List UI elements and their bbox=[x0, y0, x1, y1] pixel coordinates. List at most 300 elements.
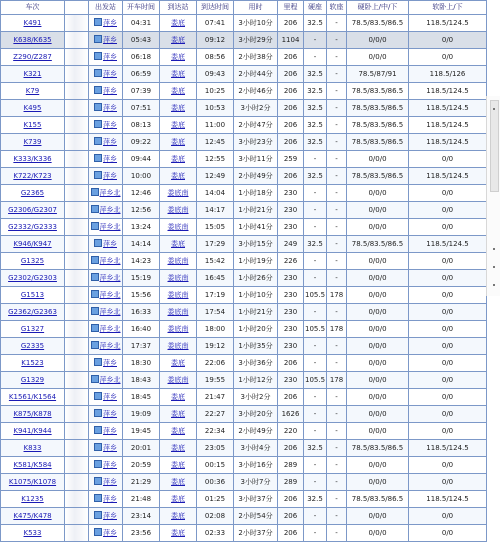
departure-station-cell[interactable] bbox=[89, 423, 123, 440]
departure-station-link[interactable]: 萍乡 bbox=[103, 427, 117, 435]
arrival-station-cell[interactable] bbox=[160, 321, 197, 338]
departure-station-link[interactable]: 萍乡北 bbox=[99, 223, 121, 231]
hard-sleeper-price: 0/0/0 bbox=[368, 189, 387, 197]
departure-time-cell bbox=[123, 406, 160, 423]
train-number-link[interactable]: K739 bbox=[23, 138, 42, 146]
departure-station-link[interactable]: 萍乡 bbox=[103, 461, 117, 469]
arrival-time-cell bbox=[197, 185, 234, 202]
arrival-station-link[interactable]: 娄底南 bbox=[167, 308, 189, 316]
hard-sleeper-price: 0/0/0 bbox=[368, 342, 387, 350]
arrival-station-link[interactable]: 娄底南 bbox=[167, 376, 189, 384]
arrival-station-cell[interactable] bbox=[160, 304, 197, 321]
train-number-cell[interactable] bbox=[1, 219, 65, 236]
train-number-link[interactable]: K495 bbox=[23, 104, 42, 112]
departure-time-cell bbox=[123, 440, 160, 457]
arrival-station-link[interactable]: 娄底南 bbox=[167, 189, 189, 197]
train-number-link[interactable]: K533 bbox=[23, 529, 42, 537]
train-number-cell[interactable] bbox=[1, 321, 65, 338]
arrival-station-cell[interactable] bbox=[160, 168, 197, 185]
duration: 1小时21分 bbox=[238, 308, 273, 316]
arrival-station-cell[interactable] bbox=[160, 491, 197, 508]
arrival-station-link[interactable]: 娄底 bbox=[171, 121, 185, 129]
departure-station-cell[interactable] bbox=[89, 15, 123, 32]
arrival-time-cell bbox=[197, 525, 234, 542]
arrival-station-link[interactable]: 娄底南 bbox=[167, 274, 189, 282]
departure-station-cell[interactable] bbox=[89, 321, 123, 338]
arrival-station-link[interactable]: 娄底 bbox=[171, 444, 185, 452]
train-number-cell[interactable] bbox=[1, 100, 65, 117]
soft-sleeper-price: 0/0 bbox=[441, 155, 454, 163]
table-row bbox=[1, 525, 487, 542]
col-header-soft-seat: 软座 bbox=[327, 1, 347, 15]
train-number-cell[interactable] bbox=[1, 474, 65, 491]
train-number-link[interactable]: K491 bbox=[23, 19, 42, 27]
hard-seat-cell bbox=[304, 185, 327, 202]
train-number-cell[interactable] bbox=[1, 202, 65, 219]
arrival-time: 02:33 bbox=[204, 529, 226, 537]
train-number-link[interactable]: G1325 bbox=[20, 257, 45, 265]
departure-time: 18:43 bbox=[130, 376, 152, 384]
hard-seat-cell bbox=[304, 83, 327, 100]
table-row bbox=[1, 338, 487, 355]
hard-seat-price: 32.5 bbox=[307, 70, 323, 78]
departure-station-cell[interactable] bbox=[89, 83, 123, 100]
arrival-station-cell[interactable] bbox=[160, 32, 197, 49]
col-header-train: 车次 bbox=[1, 1, 65, 15]
distance: 206 bbox=[283, 512, 298, 520]
departure-station-cell[interactable] bbox=[89, 219, 123, 236]
departure-station-link[interactable]: 萍乡北 bbox=[99, 291, 121, 299]
train-number-cell[interactable] bbox=[1, 83, 65, 100]
arrival-station-cell[interactable] bbox=[160, 185, 197, 202]
departure-station-cell[interactable] bbox=[89, 338, 123, 355]
hard-seat-price: - bbox=[313, 308, 317, 316]
departure-station-link[interactable]: 萍乡 bbox=[103, 393, 117, 401]
departure-station-cell[interactable] bbox=[89, 66, 123, 83]
arrival-station-link[interactable]: 娄底 bbox=[171, 36, 185, 44]
soft-seat-cell bbox=[327, 117, 347, 134]
train-number-cell[interactable] bbox=[1, 389, 65, 406]
departure-station-link[interactable]: 萍乡 bbox=[103, 19, 117, 27]
departure-station-cell[interactable] bbox=[89, 457, 123, 474]
departure-station-link[interactable]: 萍乡北 bbox=[99, 206, 121, 214]
arrival-station-cell[interactable] bbox=[160, 100, 197, 117]
arrival-station-link[interactable]: 娄底 bbox=[171, 53, 185, 61]
train-number-cell[interactable] bbox=[1, 236, 65, 253]
arrival-station-cell[interactable] bbox=[160, 423, 197, 440]
departure-station-link[interactable]: 萍乡 bbox=[103, 121, 117, 129]
duration: 1小时26分 bbox=[238, 274, 273, 282]
train-number-link[interactable]: K941/K944 bbox=[13, 427, 52, 435]
departure-station-link[interactable]: 萍乡北 bbox=[99, 325, 121, 333]
departure-station-cell[interactable] bbox=[89, 389, 123, 406]
departure-station-cell[interactable] bbox=[89, 185, 123, 202]
train-number-cell[interactable] bbox=[1, 372, 65, 389]
hard-sleeper-cell bbox=[347, 83, 409, 100]
soft-seat-cell bbox=[327, 389, 347, 406]
arrival-time: 15:05 bbox=[204, 223, 226, 231]
table-row bbox=[1, 15, 487, 32]
col-header-duration: 用时 bbox=[234, 1, 278, 15]
departure-station-cell[interactable] bbox=[89, 100, 123, 117]
departure-station-cell[interactable] bbox=[89, 304, 123, 321]
arrival-station-cell[interactable] bbox=[160, 440, 197, 457]
duration: 2小时49分 bbox=[238, 172, 273, 180]
distance-cell bbox=[278, 423, 304, 440]
duration: 3小时11分 bbox=[238, 155, 273, 163]
departure-station-cell[interactable] bbox=[89, 32, 123, 49]
train-number-cell[interactable] bbox=[1, 304, 65, 321]
arrival-time: 12:55 bbox=[204, 155, 226, 163]
train-number-cell[interactable] bbox=[1, 168, 65, 185]
train-number-link[interactable]: K1561/K1564 bbox=[8, 393, 57, 401]
departure-station-link[interactable]: 萍乡 bbox=[103, 444, 117, 452]
departure-time: 10:00 bbox=[130, 172, 152, 180]
train-number-cell[interactable] bbox=[1, 406, 65, 423]
train-number-cell[interactable] bbox=[1, 66, 65, 83]
hard-sleeper-cell bbox=[347, 100, 409, 117]
train-number-link[interactable]: G1513 bbox=[20, 291, 45, 299]
train-number-cell[interactable] bbox=[1, 457, 65, 474]
hard-sleeper-price: 0/0/0 bbox=[368, 325, 387, 333]
departure-station-link[interactable]: 萍乡北 bbox=[99, 308, 121, 316]
hard-seat-cell bbox=[304, 66, 327, 83]
train-number-cell[interactable] bbox=[1, 185, 65, 202]
hard-seat-price: - bbox=[313, 529, 317, 537]
hard-seat-cell bbox=[304, 219, 327, 236]
train-number-link[interactable]: G1327 bbox=[20, 325, 45, 333]
train-number-cell[interactable] bbox=[1, 440, 65, 457]
station-icon bbox=[94, 18, 102, 26]
arrival-station-link[interactable]: 娄底 bbox=[171, 478, 185, 486]
departure-station-link[interactable]: 萍乡 bbox=[103, 70, 117, 78]
scrollbar-thumb[interactable] bbox=[490, 100, 499, 192]
duration: 1小时20分 bbox=[238, 325, 273, 333]
departure-station-cell[interactable] bbox=[89, 355, 123, 372]
duration: 1小时19分 bbox=[238, 257, 273, 265]
hard-sleeper-cell bbox=[347, 389, 409, 406]
train-number-link[interactable]: G1329 bbox=[20, 376, 45, 384]
departure-station-link[interactable]: 萍乡 bbox=[103, 155, 117, 163]
arrival-station-link[interactable]: 娄底 bbox=[171, 87, 185, 95]
arrival-station-link[interactable]: 娄底 bbox=[171, 104, 185, 112]
blurred-cell bbox=[65, 185, 89, 202]
arrival-station-cell[interactable] bbox=[160, 508, 197, 525]
departure-station-link[interactable]: 萍乡北 bbox=[99, 257, 121, 265]
station-icon bbox=[94, 358, 102, 366]
train-number-cell[interactable] bbox=[1, 117, 65, 134]
arrival-station-cell[interactable] bbox=[160, 270, 197, 287]
departure-station-cell[interactable] bbox=[89, 474, 123, 491]
departure-station-link[interactable]: 萍乡 bbox=[103, 359, 117, 367]
departure-station-link[interactable]: 萍乡 bbox=[103, 104, 117, 112]
station-icon bbox=[94, 392, 102, 400]
departure-station-cell[interactable] bbox=[89, 508, 123, 525]
arrival-station-link[interactable]: 娄底南 bbox=[167, 206, 189, 214]
blurred-cell bbox=[65, 66, 89, 83]
arrival-station-link[interactable]: 娄底 bbox=[171, 359, 185, 367]
soft-sleeper-cell bbox=[409, 134, 487, 151]
departure-station-cell[interactable] bbox=[89, 236, 123, 253]
hard-seat-cell bbox=[304, 270, 327, 287]
station-icon bbox=[91, 273, 99, 281]
arrival-station-cell[interactable] bbox=[160, 338, 197, 355]
arrival-station-link[interactable]: 娄底 bbox=[171, 427, 185, 435]
departure-time-cell bbox=[123, 474, 160, 491]
train-number-link[interactable]: G2332/G2333 bbox=[8, 223, 57, 231]
train-number-cell[interactable] bbox=[1, 338, 65, 355]
train-number-link[interactable]: K638/K635 bbox=[13, 36, 52, 44]
train-number-cell[interactable] bbox=[1, 49, 65, 66]
duration-cell bbox=[234, 457, 278, 474]
departure-station-cell[interactable] bbox=[89, 134, 123, 151]
departure-station-cell[interactable] bbox=[89, 117, 123, 134]
departure-station-cell[interactable] bbox=[89, 253, 123, 270]
arrival-station-cell[interactable] bbox=[160, 83, 197, 100]
station-icon bbox=[91, 256, 99, 264]
arrival-station-link[interactable]: 娄底 bbox=[171, 410, 185, 418]
arrival-station-cell[interactable] bbox=[160, 457, 197, 474]
departure-time-cell bbox=[123, 168, 160, 185]
departure-station-link[interactable]: 萍乡 bbox=[103, 478, 117, 486]
arrival-station-cell[interactable] bbox=[160, 151, 197, 168]
soft-seat-price: - bbox=[335, 53, 338, 61]
arrival-station-link[interactable]: 娄底 bbox=[171, 155, 185, 163]
arrival-station-link[interactable]: 娄底南 bbox=[167, 325, 189, 333]
departure-time: 17:37 bbox=[130, 342, 152, 350]
hard-sleeper-cell bbox=[347, 270, 409, 287]
train-number-link[interactable]: G2362/G2363 bbox=[8, 308, 57, 316]
blurred-cell bbox=[65, 423, 89, 440]
distance: 206 bbox=[283, 495, 298, 503]
train-number-link[interactable]: K875/K878 bbox=[13, 410, 52, 418]
soft-sleeper-cell bbox=[409, 236, 487, 253]
train-number-link[interactable]: K155 bbox=[23, 121, 42, 129]
arrival-station-cell[interactable] bbox=[160, 66, 197, 83]
departure-station-link[interactable]: 萍乡 bbox=[103, 410, 117, 418]
train-number-cell[interactable] bbox=[1, 270, 65, 287]
distance: 249 bbox=[283, 240, 298, 248]
arrival-station-link[interactable]: 娄底 bbox=[171, 240, 185, 248]
soft-seat-cell bbox=[327, 287, 347, 304]
arrival-station-cell[interactable] bbox=[160, 219, 197, 236]
scrollbar[interactable] bbox=[486, 96, 500, 296]
arrival-station-link[interactable]: 娄底南 bbox=[167, 223, 189, 231]
train-number-link[interactable]: G2302/G2303 bbox=[8, 274, 57, 282]
train-number-link[interactable]: K1075/K1078 bbox=[8, 478, 57, 486]
duration: 1小时35分 bbox=[238, 342, 273, 350]
departure-station-link[interactable]: 萍乡 bbox=[103, 172, 117, 180]
hard-seat-cell bbox=[304, 457, 327, 474]
arrival-time-cell bbox=[197, 134, 234, 151]
train-number-link[interactable]: K1523 bbox=[21, 359, 44, 367]
arrival-time: 00:15 bbox=[204, 461, 226, 469]
train-number-cell[interactable] bbox=[1, 151, 65, 168]
departure-station-link[interactable]: 萍乡 bbox=[103, 138, 117, 146]
soft-seat-price: 178 bbox=[329, 376, 344, 384]
duration: 2小时49分 bbox=[238, 427, 273, 435]
hard-sleeper-price: 0/0/0 bbox=[368, 376, 387, 384]
departure-station-cell[interactable] bbox=[89, 270, 123, 287]
hard-sleeper-price: 0/0/0 bbox=[368, 36, 387, 44]
blurred-cell bbox=[65, 32, 89, 49]
duration-cell bbox=[234, 236, 278, 253]
arrival-station-cell[interactable] bbox=[160, 134, 197, 151]
train-number-link[interactable]: K722/K723 bbox=[13, 172, 52, 180]
arrival-station-link[interactable]: 娄底 bbox=[171, 172, 185, 180]
train-number-cell[interactable] bbox=[1, 491, 65, 508]
arrival-station-link[interactable]: 娄底 bbox=[171, 138, 185, 146]
distance-cell bbox=[278, 270, 304, 287]
arrival-station-cell[interactable] bbox=[160, 49, 197, 66]
hard-seat-cell bbox=[304, 32, 327, 49]
departure-station-cell[interactable] bbox=[89, 440, 123, 457]
train-number-cell[interactable] bbox=[1, 253, 65, 270]
hard-seat-cell bbox=[304, 202, 327, 219]
scroll-marker bbox=[493, 248, 495, 250]
hard-sleeper-cell bbox=[347, 423, 409, 440]
table-row bbox=[1, 321, 487, 338]
arrival-station-cell[interactable] bbox=[160, 355, 197, 372]
train-number-link[interactable]: K79 bbox=[25, 87, 40, 95]
train-number-cell[interactable] bbox=[1, 32, 65, 49]
train-number-cell[interactable] bbox=[1, 15, 65, 32]
soft-seat-cell bbox=[327, 168, 347, 185]
hard-seat-cell bbox=[304, 134, 327, 151]
hard-seat-cell bbox=[304, 168, 327, 185]
train-number-link[interactable]: K333/K336 bbox=[13, 155, 52, 163]
arrival-station-cell[interactable] bbox=[160, 525, 197, 542]
hard-sleeper-price: 0/0/0 bbox=[368, 291, 387, 299]
duration: 1小时18分 bbox=[238, 189, 273, 197]
train-number-cell[interactable] bbox=[1, 287, 65, 304]
soft-sleeper-cell bbox=[409, 491, 487, 508]
train-number-link[interactable]: K581/K584 bbox=[13, 461, 52, 469]
arrival-station-cell[interactable] bbox=[160, 15, 197, 32]
departure-station-link[interactable]: 萍乡 bbox=[103, 36, 117, 44]
departure-station-link[interactable]: 萍乡 bbox=[103, 53, 117, 61]
arrival-station-cell[interactable] bbox=[160, 406, 197, 423]
arrival-station-cell[interactable] bbox=[160, 287, 197, 304]
arrival-station-link[interactable]: 娄底 bbox=[171, 512, 185, 520]
arrival-station-cell[interactable] bbox=[160, 117, 197, 134]
train-number-link[interactable]: K1235 bbox=[21, 495, 44, 503]
train-number-link[interactable]: G2335 bbox=[20, 342, 45, 350]
hard-sleeper-cell bbox=[347, 304, 409, 321]
arrival-station-link[interactable]: 娄底 bbox=[171, 461, 185, 469]
arrival-station-cell[interactable] bbox=[160, 236, 197, 253]
soft-seat-cell bbox=[327, 406, 347, 423]
departure-station-link[interactable]: 萍乡 bbox=[103, 87, 117, 95]
departure-station-link[interactable]: 萍乡北 bbox=[99, 376, 121, 384]
soft-seat-price: - bbox=[335, 461, 338, 469]
arrival-station-link[interactable]: 娄底 bbox=[171, 393, 185, 401]
soft-sleeper-price: 118.5/124.5 bbox=[426, 87, 469, 95]
blurred-cell bbox=[65, 117, 89, 134]
departure-station-link[interactable]: 萍乡北 bbox=[99, 189, 121, 197]
arrival-station-link[interactable]: 娄底 bbox=[171, 529, 185, 537]
arrival-station-link[interactable]: 娄底南 bbox=[167, 342, 189, 350]
hard-sleeper-cell bbox=[347, 168, 409, 185]
soft-sleeper-price: 118.5/124.5 bbox=[426, 172, 469, 180]
departure-time-cell bbox=[123, 491, 160, 508]
train-number-link[interactable]: G2306/G2307 bbox=[8, 206, 57, 214]
arrival-station-link[interactable]: 娄底南 bbox=[167, 257, 189, 265]
station-icon bbox=[94, 528, 102, 536]
train-number-cell[interactable] bbox=[1, 508, 65, 525]
departure-time-cell bbox=[123, 508, 160, 525]
departure-station-cell[interactable] bbox=[89, 525, 123, 542]
arrival-station-link[interactable]: 娄底 bbox=[171, 19, 185, 27]
arrival-time: 02:08 bbox=[204, 512, 226, 520]
departure-station-cell[interactable] bbox=[89, 49, 123, 66]
arrival-station-cell[interactable] bbox=[160, 372, 197, 389]
departure-station-cell[interactable] bbox=[89, 372, 123, 389]
departure-station-cell[interactable] bbox=[89, 202, 123, 219]
arrival-station-link[interactable]: 娄底 bbox=[171, 495, 185, 503]
arrival-station-cell[interactable] bbox=[160, 389, 197, 406]
soft-sleeper-price: 0/0 bbox=[441, 410, 454, 418]
departure-station-link[interactable]: 萍乡 bbox=[103, 495, 117, 503]
distance: 206 bbox=[283, 529, 298, 537]
departure-station-cell[interactable] bbox=[89, 151, 123, 168]
hard-sleeper-price: 0/0/0 bbox=[368, 274, 387, 282]
train-number-cell[interactable] bbox=[1, 423, 65, 440]
departure-station-link[interactable]: 萍乡北 bbox=[99, 342, 121, 350]
train-number-link[interactable]: K321 bbox=[23, 70, 42, 78]
departure-station-cell[interactable] bbox=[89, 491, 123, 508]
train-number-link[interactable]: K946/K947 bbox=[13, 240, 52, 248]
train-number-link[interactable]: Z290/Z287 bbox=[13, 53, 52, 61]
departure-station-cell[interactable] bbox=[89, 168, 123, 185]
train-number-cell[interactable] bbox=[1, 134, 65, 151]
arrival-station-link[interactable]: 娄底南 bbox=[167, 291, 189, 299]
table-row bbox=[1, 219, 487, 236]
col-header-hard-seat: 硬座 bbox=[304, 1, 327, 15]
soft-sleeper-price: 118.5/124.5 bbox=[426, 104, 469, 112]
train-number-cell[interactable] bbox=[1, 355, 65, 372]
departure-station-link[interactable]: 萍乡 bbox=[103, 512, 117, 520]
train-number-cell[interactable] bbox=[1, 525, 65, 542]
hard-seat-price: - bbox=[313, 53, 317, 61]
departure-time-cell bbox=[123, 355, 160, 372]
arrival-station-cell[interactable] bbox=[160, 253, 197, 270]
departure-time-cell bbox=[123, 321, 160, 338]
arrival-station-cell[interactable] bbox=[160, 202, 197, 219]
arrival-station-cell[interactable] bbox=[160, 474, 197, 491]
train-number-link[interactable]: G2365 bbox=[20, 189, 45, 197]
hard-seat-price: - bbox=[313, 257, 317, 265]
duration-cell bbox=[234, 287, 278, 304]
distance-cell bbox=[278, 15, 304, 32]
soft-sleeper-cell bbox=[409, 100, 487, 117]
train-number-link[interactable]: K833 bbox=[23, 444, 42, 452]
departure-station-cell[interactable] bbox=[89, 287, 123, 304]
distance-cell bbox=[278, 83, 304, 100]
col-header-blank bbox=[65, 1, 89, 15]
distance-cell bbox=[278, 321, 304, 338]
duration-cell bbox=[234, 100, 278, 117]
departure-station-link[interactable]: 萍乡 bbox=[103, 529, 117, 537]
departure-station-cell[interactable] bbox=[89, 406, 123, 423]
train-number-link[interactable]: K475/K478 bbox=[13, 512, 52, 520]
soft-sleeper-price: 0/0 bbox=[441, 274, 454, 282]
arrival-station-link[interactable]: 娄底 bbox=[171, 70, 185, 78]
departure-station-link[interactable]: 萍乡北 bbox=[99, 274, 121, 282]
soft-seat-cell bbox=[327, 15, 347, 32]
departure-station-link[interactable]: 萍乡 bbox=[103, 240, 117, 248]
departure-time-cell bbox=[123, 32, 160, 49]
